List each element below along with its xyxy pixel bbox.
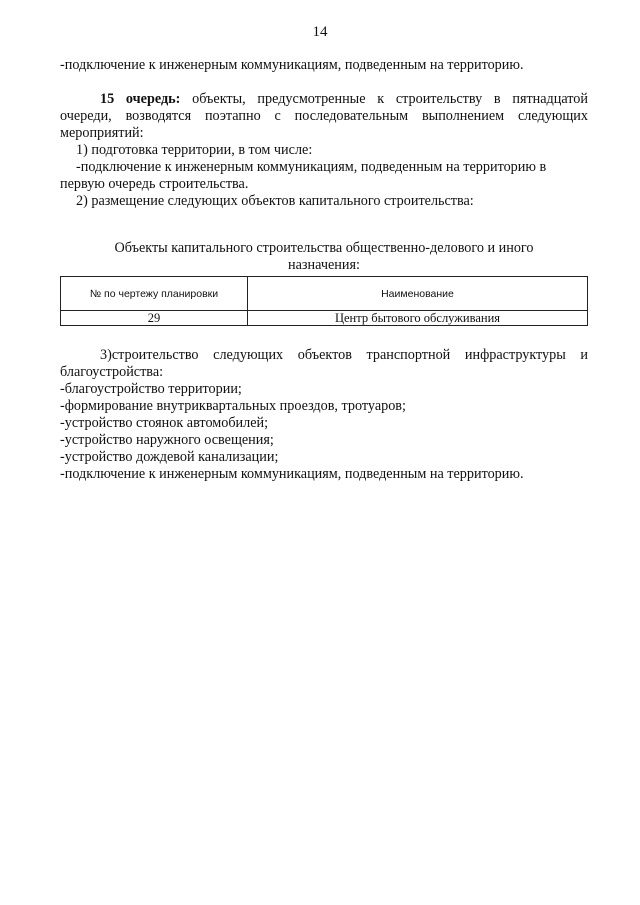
section3-item: -устройство стоянок автомобилей; — [60, 415, 269, 431]
table-row — [61, 311, 588, 326]
section3-item: -устройство дождевой канализации; — [60, 449, 279, 465]
section3-item: -благоустройство территории; — [60, 381, 242, 397]
stage-line-3: мероприятий: — [60, 125, 144, 141]
page-number: 14 — [312, 24, 328, 40]
stage-item-1: 1) подготовка территории, в том числе: — [76, 142, 313, 158]
table-cell-drawing-number: 29 — [61, 311, 248, 326]
section3-item: -устройство наружного освещения; — [60, 432, 274, 448]
stage-heading — [60, 91, 588, 108]
table-header-drawing-number: № по чертежу планировки — [61, 277, 248, 311]
section3-line-2: благоустройства: — [60, 364, 164, 380]
stage-item-2: 2) размещение следующих объектов капитального строительства: — [76, 193, 474, 209]
table-caption-line-2: назначения: — [288, 257, 360, 273]
table-caption-line-1: Объекты капитального строительства общественно-делового и иного — [114, 240, 534, 256]
stage-heading-label: 15 очередь: — [100, 91, 181, 107]
objects-table — [60, 276, 588, 326]
stage-item-1-sub-a: -подключение к инженерным коммуникациям, подведенным на территорию в — [76, 159, 547, 175]
section3-item: -подключение к инженерным коммуникациям, подведенным на территорию. — [60, 466, 524, 482]
stage-heading-text: объекты, предусмотренные к строительству в пятнадцатой — [180, 91, 588, 107]
stage-item-1-sub-b: первую очередь строительства. — [60, 176, 249, 192]
table-cell-name: Центр бытового обслуживания — [248, 311, 588, 326]
table-header-row — [61, 277, 588, 311]
section3-line-1: 3)строительство следующих объектов транспортной инфраструктуры и — [100, 347, 588, 363]
intro-line: -подключение к инженерным коммуникациям, подведенным на территорию. — [60, 57, 524, 73]
section3-item: -формирование внутриквартальных проездов, тротуаров; — [60, 398, 406, 414]
stage-line-2: очереди, возводятся поэтапно с последовательным выполнением следующих — [60, 108, 588, 124]
table-header-name: Наименование — [248, 277, 588, 311]
